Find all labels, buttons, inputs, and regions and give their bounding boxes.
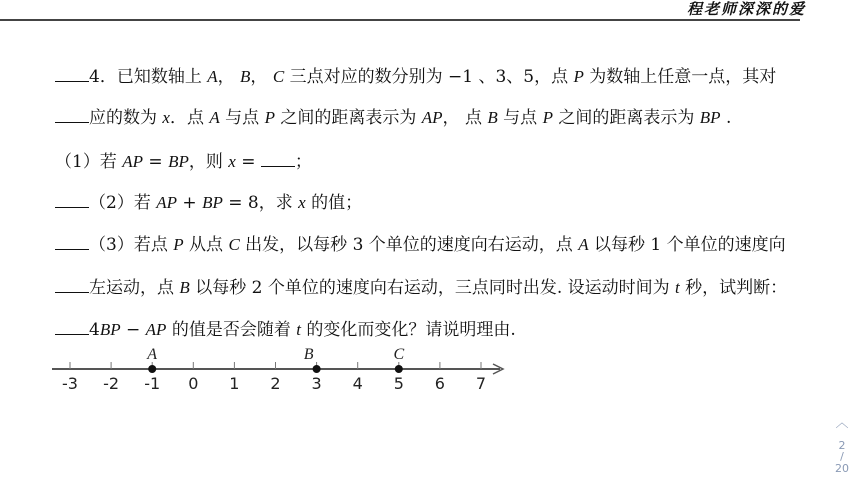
number-line	[0, 340, 520, 400]
text-segment: 与点	[497, 108, 543, 128]
text-segment: 以每秒 2 个单位的速度向右运动，三点同时出发. 设运动时间为	[189, 278, 676, 298]
text-segment: 三点对应的数分别为 −1 、3、5，点	[284, 67, 574, 87]
answer-blank	[261, 152, 295, 167]
text-segment: 之间的距离表示为	[274, 108, 422, 128]
text-segment: ．点	[169, 108, 210, 128]
total-pages: 20	[835, 462, 849, 475]
text-segment: ，	[250, 67, 273, 87]
text-segment: 出发，以每秒 3 个单位的速度向右运动，点	[239, 235, 579, 255]
question-3-line-3	[55, 315, 516, 340]
math-symbol: P	[264, 108, 275, 127]
math-symbol: AP	[421, 108, 443, 127]
header-rule	[0, 19, 800, 21]
math-symbol: BP	[699, 108, 721, 127]
question-3-line-2	[55, 273, 787, 298]
math-symbol: x	[162, 108, 170, 127]
text-segment: 以每秒 1 个单位的速度向	[588, 235, 786, 255]
question-1	[55, 147, 312, 172]
text-segment: 的值；	[305, 193, 363, 213]
text-segment: =	[143, 152, 169, 172]
text-segment: 从点	[183, 235, 229, 255]
math-symbol: x	[298, 193, 306, 212]
math-symbol: B	[179, 278, 190, 297]
text-segment: +	[177, 193, 203, 213]
math-symbol: A	[207, 67, 218, 86]
math-symbol: P	[573, 67, 584, 86]
tick-label: 2	[270, 374, 281, 393]
tick-label: 4	[352, 374, 363, 393]
problem-line-2	[55, 103, 731, 128]
answer-blank	[55, 235, 89, 250]
math-symbol: A	[578, 235, 589, 254]
text-segment: 左运动，点	[89, 278, 180, 298]
text-segment: （3）若点	[89, 235, 174, 255]
text-segment: （2）若	[89, 193, 157, 213]
header-title: 程老师深深的爱	[686, 0, 806, 18]
math-symbol: A	[209, 108, 220, 127]
math-symbol: B	[487, 108, 498, 127]
text-segment: （1）若	[55, 152, 123, 172]
question-3-line-1	[55, 230, 786, 255]
math-symbol: AP	[156, 193, 178, 212]
tick-label: -1	[144, 374, 161, 393]
text-segment: −	[120, 320, 146, 340]
math-symbol: t	[296, 320, 301, 339]
text-segment: 4．已知数轴上	[89, 67, 208, 87]
page-up-icon[interactable]: ︿	[835, 416, 849, 431]
text-segment: 的变化而变化？请说明理由.	[301, 320, 516, 340]
text-segment: .	[720, 108, 732, 128]
pager	[830, 412, 854, 475]
problem-line-1	[55, 62, 776, 87]
math-symbol: BP	[202, 193, 223, 212]
text-segment: ；	[294, 152, 312, 172]
point-label: B	[303, 346, 314, 363]
point-marker	[313, 365, 321, 373]
text-segment: ，	[217, 67, 241, 87]
tick-label: 1	[229, 374, 240, 393]
answer-blank	[55, 108, 89, 123]
text-segment: 秒，试判断：	[679, 278, 788, 298]
question-2	[55, 188, 362, 213]
tick-label: 7	[475, 374, 487, 393]
math-symbol: B	[240, 67, 251, 86]
text-segment: ， 点	[442, 108, 488, 128]
answer-blank	[55, 320, 89, 335]
math-symbol: C	[228, 235, 240, 254]
math-symbol: AP	[145, 320, 167, 339]
answer-blank	[55, 278, 89, 293]
tick-label: -3	[62, 374, 78, 393]
point-label: A	[147, 346, 158, 363]
point-marker	[395, 365, 403, 373]
math-symbol: x	[228, 152, 236, 171]
text-segment: 应的数为	[89, 108, 163, 128]
page-separator: /	[840, 450, 844, 463]
text-segment: 之间的距离表示为	[552, 108, 700, 128]
tick-label: 6	[434, 374, 445, 393]
text-segment: =	[235, 152, 261, 172]
text-segment: 的值是否会随着	[166, 320, 297, 340]
math-symbol: P	[173, 235, 184, 254]
text-segment: = 8，求	[222, 193, 299, 213]
tick-label: -2	[103, 374, 120, 393]
text-segment: 与点	[219, 108, 265, 128]
math-symbol: AP	[122, 152, 144, 171]
math-symbol: P	[542, 108, 553, 127]
math-symbol: BP	[99, 320, 121, 339]
current-page: 2	[838, 439, 846, 452]
math-symbol: BP	[168, 152, 189, 171]
point-label: C	[393, 346, 405, 363]
point-marker	[148, 365, 156, 373]
text-segment: 4	[89, 320, 100, 340]
tick-label: 5	[393, 374, 404, 393]
answer-blank	[55, 67, 89, 82]
text-segment: 为数轴上任意一点，其对	[583, 67, 777, 87]
tick-label: 3	[311, 374, 322, 393]
math-symbol: t	[675, 278, 680, 297]
text-segment: ，则	[188, 152, 229, 172]
answer-blank	[55, 193, 89, 208]
math-symbol: C	[272, 67, 285, 86]
tick-label: 0	[188, 374, 199, 393]
